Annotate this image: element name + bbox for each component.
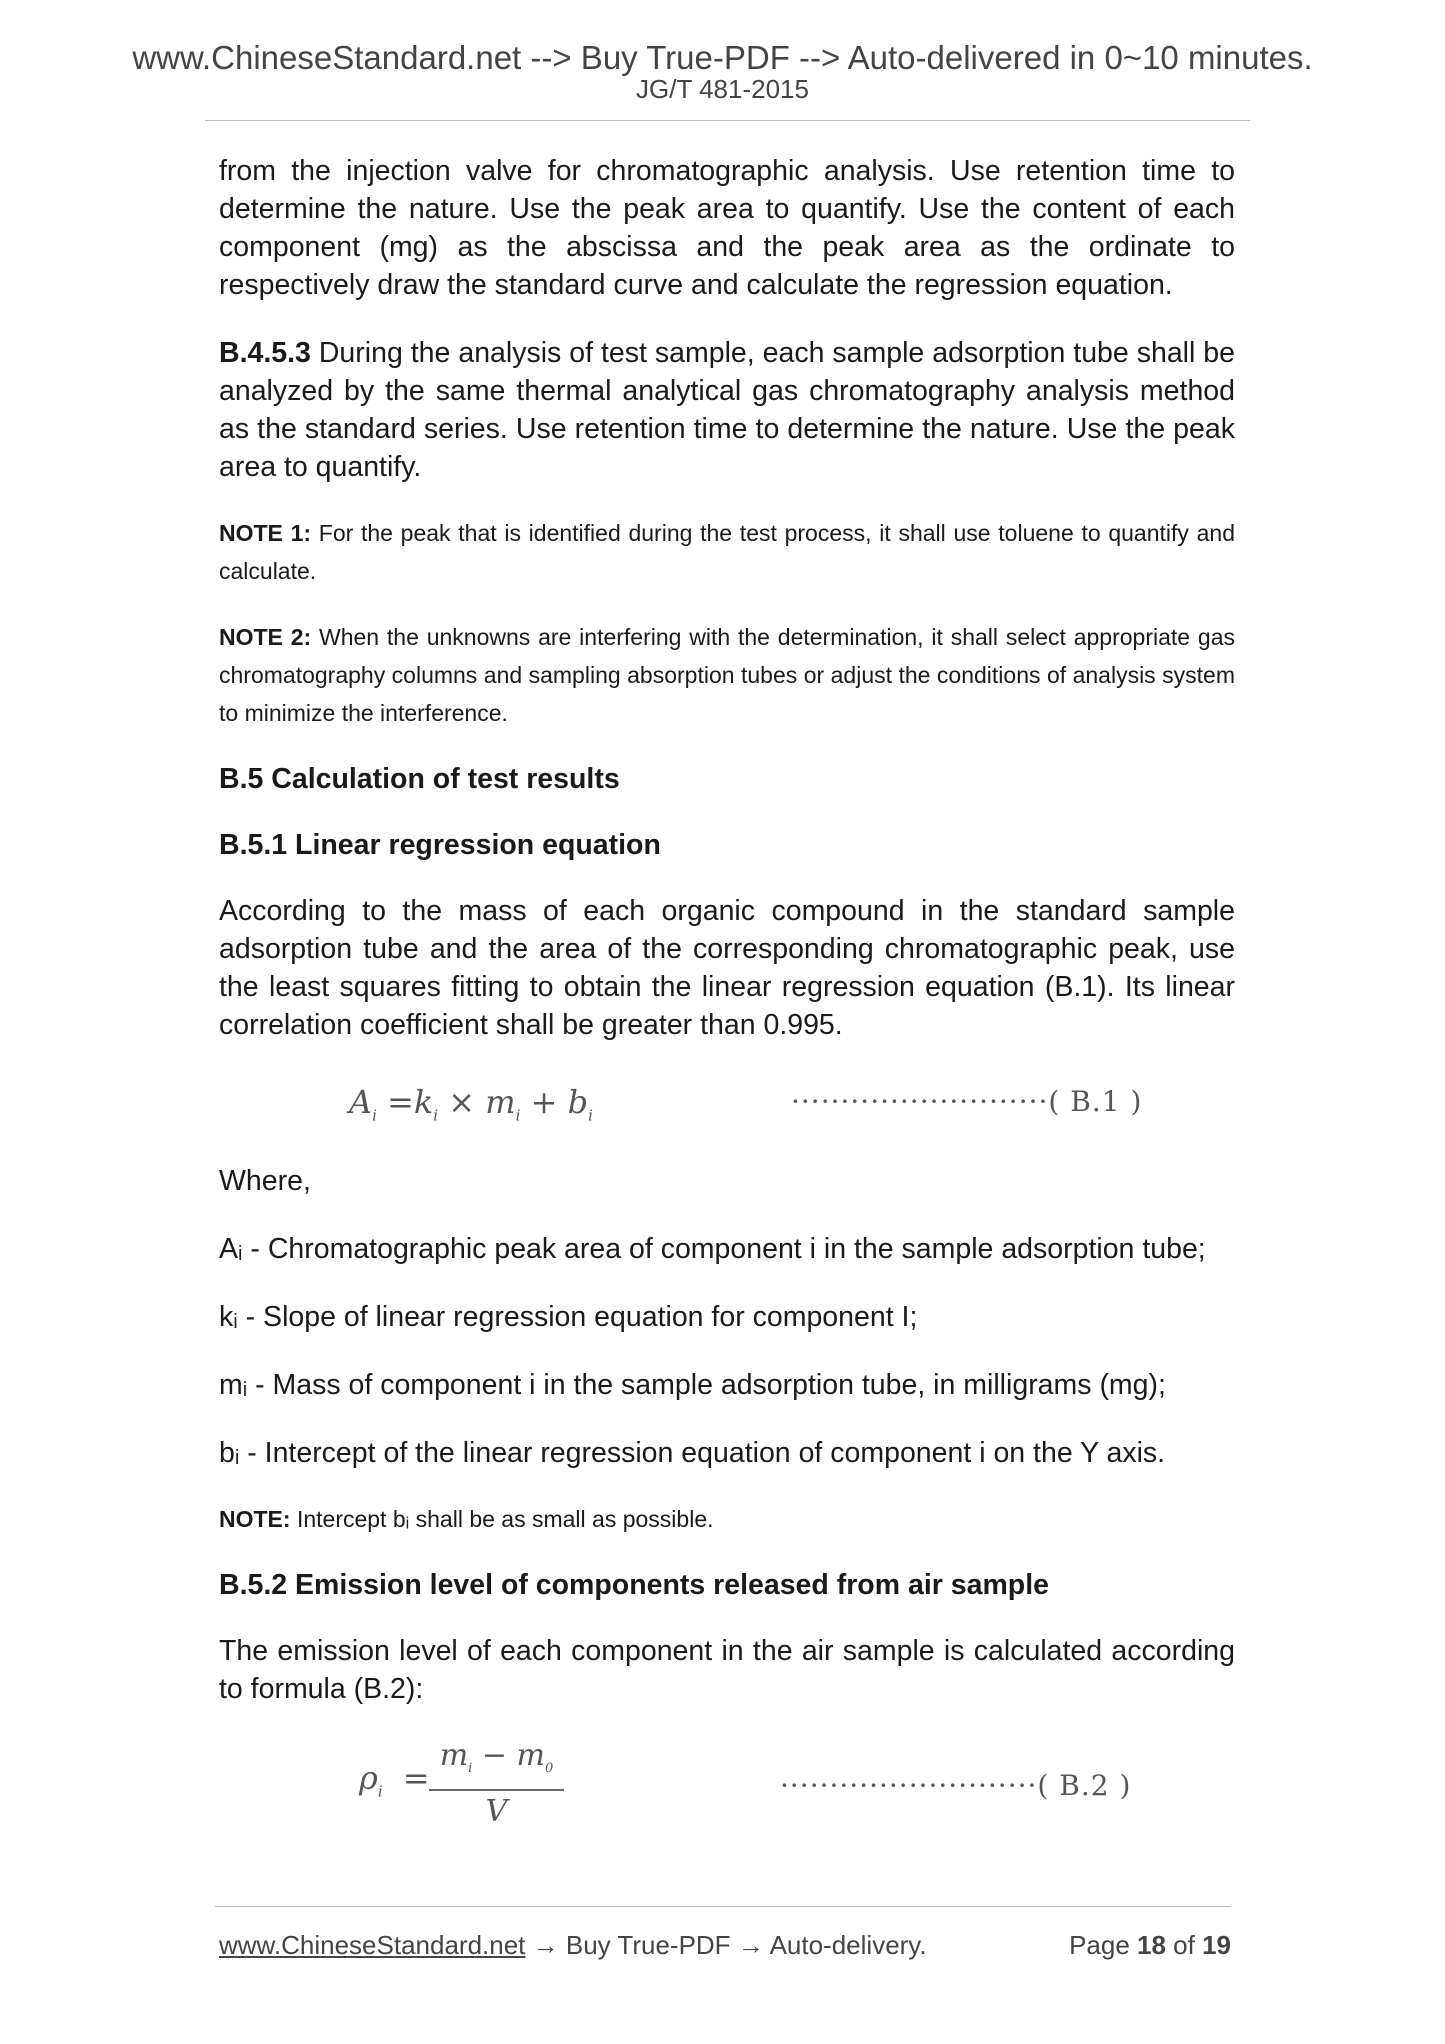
footer: [219, 1928, 1231, 1962]
total-pages: 19: [1202, 1930, 1231, 1960]
section-heading-b52: B.5.2 Emission level of components released from air sample: [219, 1569, 1049, 1601]
where-label: Where,: [219, 1165, 311, 1197]
note-2: [219, 618, 1235, 732]
standard-code: JG/T 481-2015: [636, 74, 809, 104]
formula-b1-expression: $A_i =k_i \times m_i + b_i$: [349, 1083, 593, 1125]
paragraph-b51: According to the mass of each organic compound in the standard sample adsorption tube and the area of the corresponding chromatographic peak, use the least squares fitting to obtain the linear regression equation (B.1). Its linear correlation coefficient shall be greater than 0.995.: [219, 895, 1235, 1041]
formula-b2: [219, 1736, 1235, 1836]
intro-paragraph: from the injection valve for chromatographic analysis. Use retention time to determine the nature. Use the peak area to quantify. Use the content of each component (mg) as the abscissa and the peak area as the ordinate to respectively draw the standard curve and calculate the regression equation.: [219, 155, 1235, 301]
note-intercept: [219, 1500, 1235, 1538]
note-text: When the unknowns are interfering with the determination, it shall select appropriate gas chromatography columns and sampling absorption tubes or adjust the conditions of analysis system to minimize the interference.: [219, 624, 1235, 726]
note-label: NOTE 1:: [219, 520, 312, 546]
formula-b1: [219, 1072, 1235, 1134]
note-label: NOTE:: [219, 1506, 291, 1532]
formula-b2-fraction: [429, 1736, 564, 1833]
section-heading-b5: B.5 Calculation of test results: [219, 763, 620, 795]
clause-b453: [219, 334, 1235, 486]
page-indicator: Page 18 of 19: [1069, 1930, 1231, 1960]
footer-tagline: → Buy True-PDF → Auto-delivery.: [525, 1930, 927, 1960]
formula-b1-tag: ( B.1 ): [1048, 1085, 1143, 1118]
formula-b2-lhs: $\rho_i$ =: [359, 1759, 430, 1801]
note-text: Intercept bᵢ shall be as small as possible.: [290, 1506, 714, 1532]
note-1: [219, 514, 1235, 590]
fraction-numerator: $m_i - m_0$: [429, 1736, 564, 1791]
header-banner: www.ChineseStandard.net --> Buy True-PDF --> Auto-delivered in 0~10 minutes.: [132, 39, 1313, 76]
page-content: [219, 152, 1235, 1836]
definition-b: bᵢ - Intercept of the linear regression equation of component i on the Y axis.: [219, 1437, 1166, 1469]
formula-b2-tag: ( B.2 ): [1037, 1769, 1132, 1802]
current-page: 18: [1137, 1930, 1166, 1960]
definition-A: Aᵢ - Chromatographic peak area of component i in the sample adsorption tube;: [219, 1233, 1206, 1265]
section-heading-b51: B.5.1 Linear regression equation: [219, 829, 661, 861]
formula-b1-leader: ··························( B.1 ): [791, 1085, 1143, 1118]
clause-text: During the analysis of test sample, each sample adsorption tube shall be analyzed by the same thermal analytical gas chromatography analysis method as the standard series. Use retention time to determine the nature. Use the peak area to quantify.: [219, 337, 1235, 483]
formula-b2-leader: ··························( B.2 ): [780, 1769, 1132, 1802]
note-text: For the peak that is identified during the test process, it shall use toluene to quantify and calculate.: [219, 520, 1235, 584]
header-divider: [205, 120, 1250, 121]
definition-m: mᵢ - Mass of component i in the sample adsorption tube, in milligrams (mg);: [219, 1369, 1166, 1401]
footer-site-link[interactable]: www.ChineseStandard.net: [219, 1930, 526, 1960]
definition-k: kᵢ - Slope of linear regression equation for component I;: [219, 1301, 918, 1333]
clause-number: B.4.5.3: [219, 337, 311, 369]
note-label: NOTE 2:: [219, 624, 312, 650]
footer-divider: [215, 1906, 1230, 1907]
paragraph-b52: The emission level of each component in the air sample is calculated according to formula (B.2):: [219, 1635, 1235, 1705]
fraction-denominator: V: [485, 1794, 508, 1829]
